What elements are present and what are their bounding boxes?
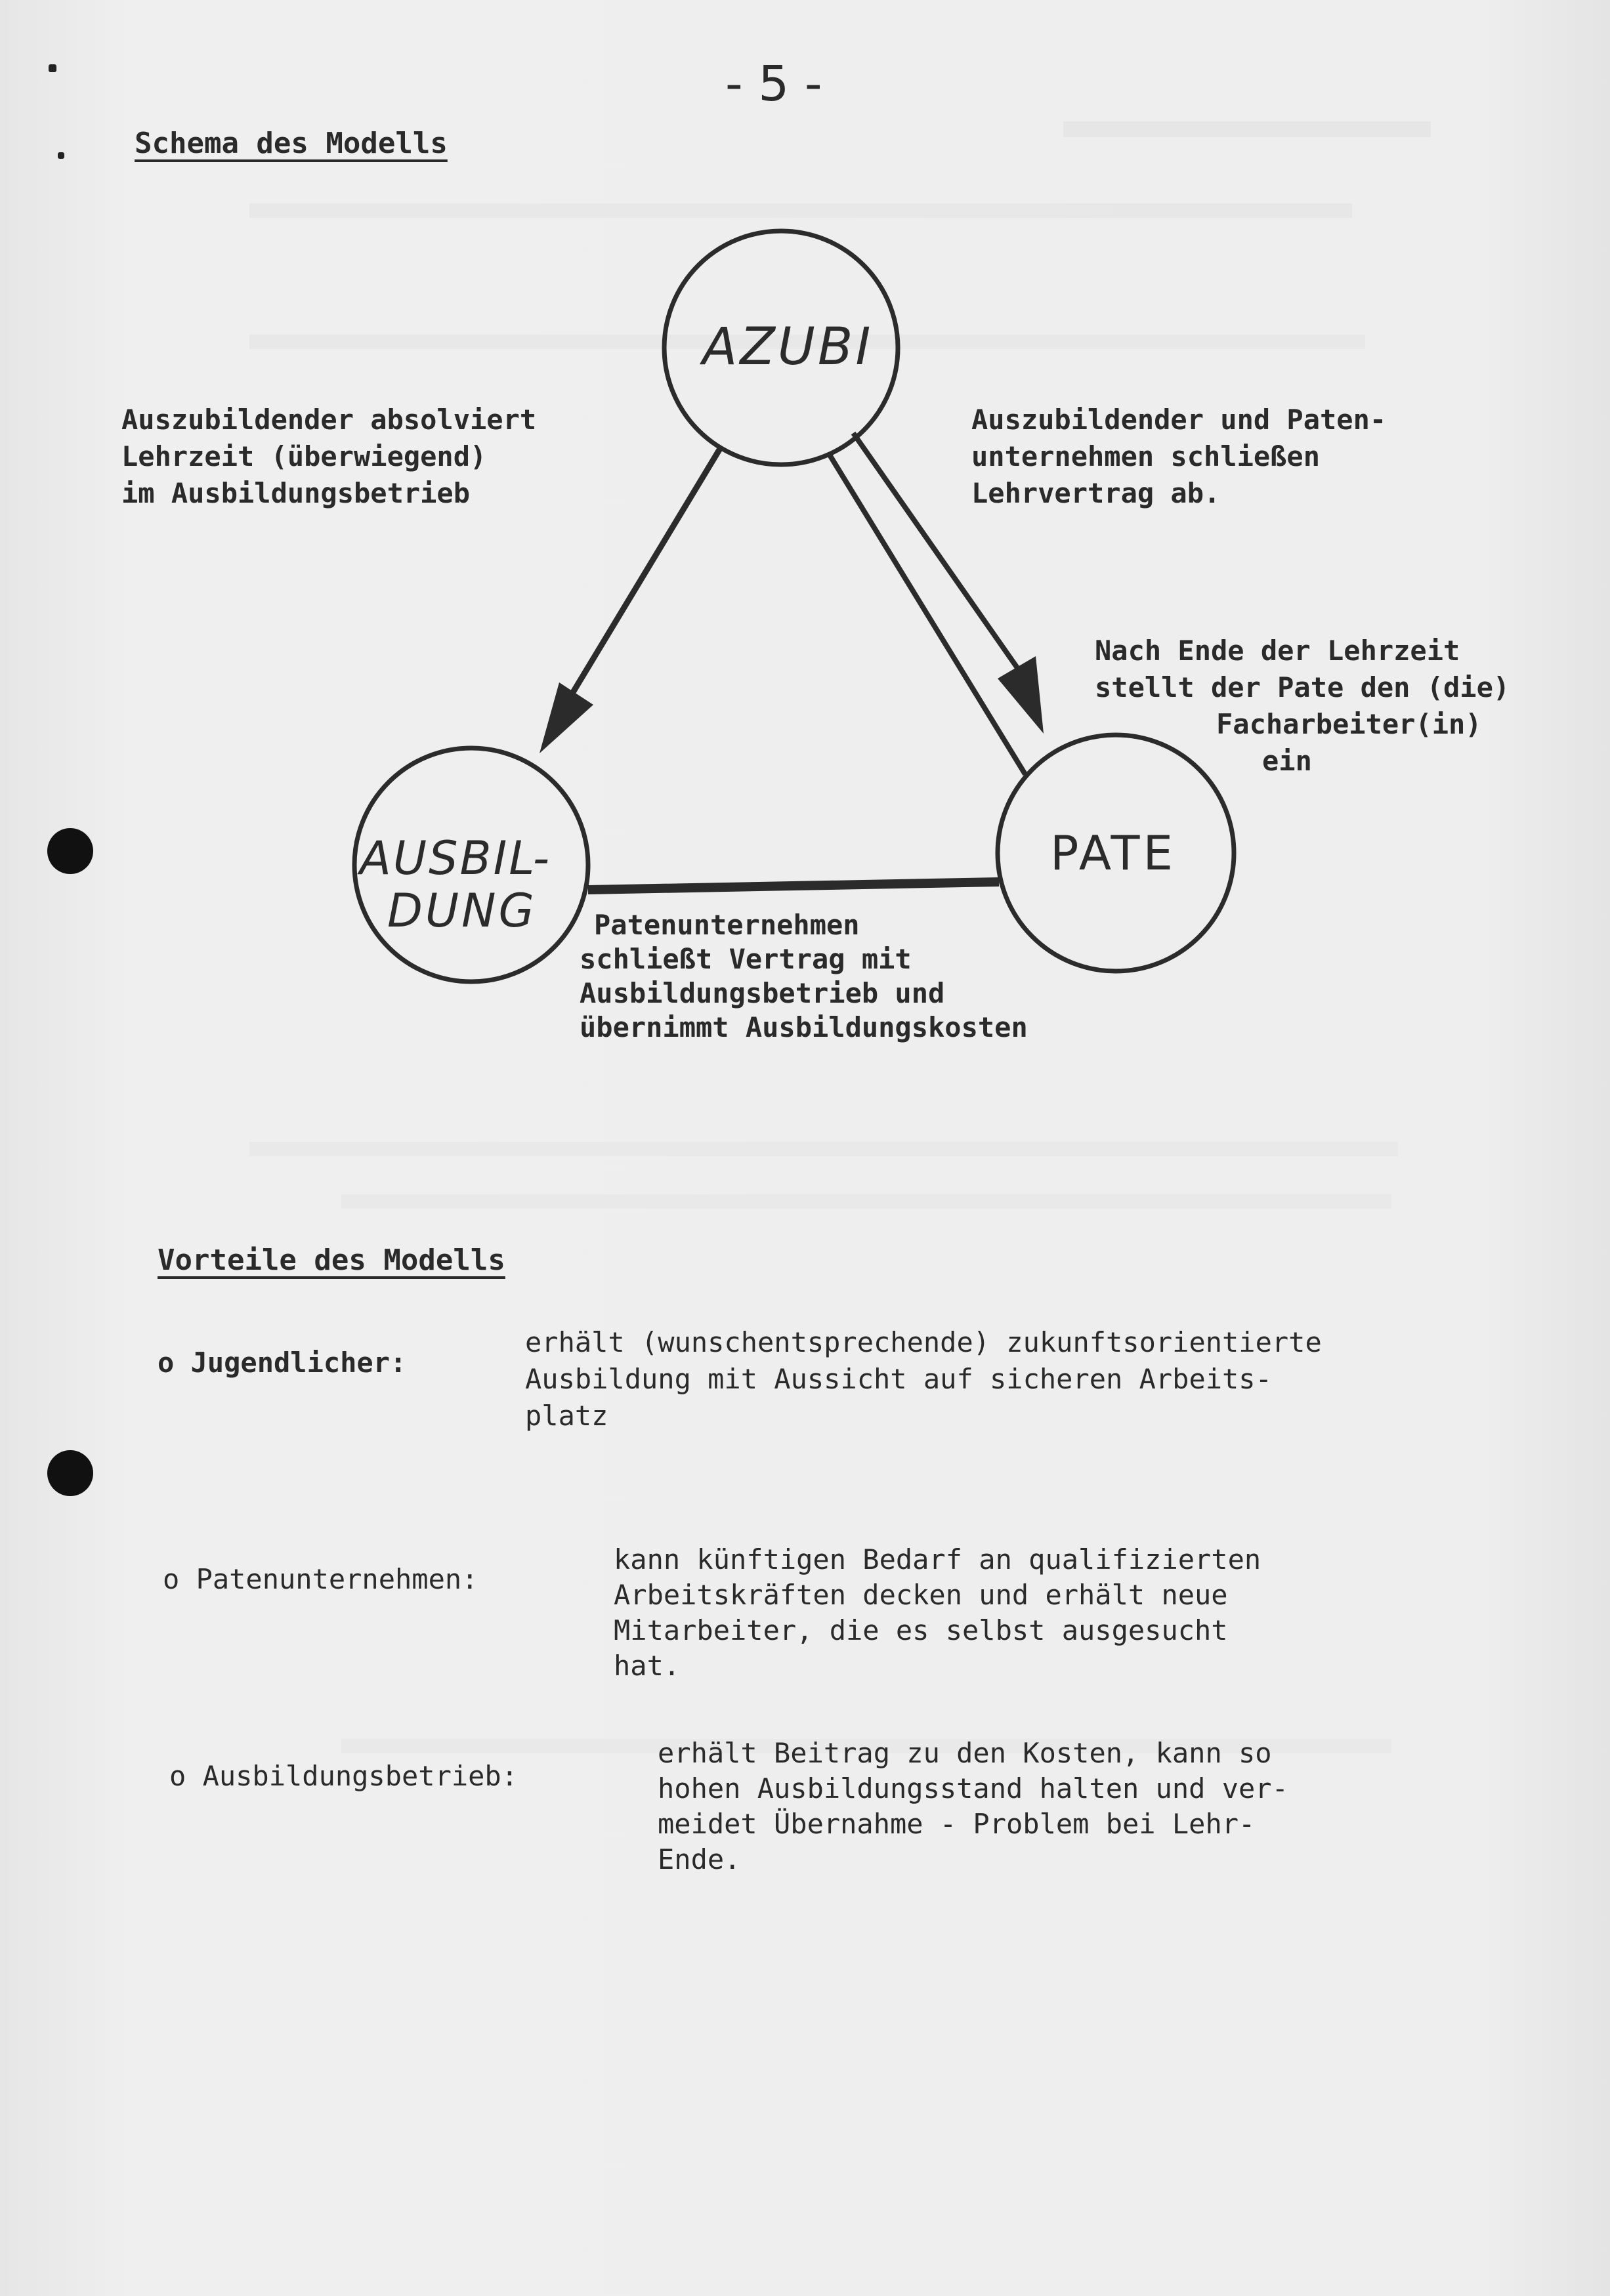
annotation-right: [971, 402, 1386, 512]
annotation-right-lower-line: Nach Ende der Lehrzeit: [1095, 635, 1460, 667]
annotation-left: [121, 402, 536, 512]
schema-heading: Schema des Modells: [135, 127, 448, 160]
advantages-heading: Vorteile des Modells: [158, 1243, 505, 1277]
ausbildung-label-line2: DUNG: [387, 884, 537, 938]
annotation-bottom-line: Patenunternehmen: [594, 909, 860, 941]
ausbildung-label-line1: AUSBIL-: [360, 831, 552, 885]
advantage-line: kann künftigen Bedarf an qualifizierten: [614, 1543, 1261, 1576]
advantage-label-patenunternehmen: o Patenunternehmen:: [163, 1563, 478, 1595]
advantage-label-ausbildungsbetrieb: o Ausbildungsbetrieb:: [169, 1760, 519, 1792]
annotation-right-line: unternehmen schließen: [971, 440, 1321, 472]
advantage-line: Ausbildung mit Aussicht auf sicheren Arbeits-: [525, 1363, 1272, 1395]
azubi-label: AZUBI: [702, 318, 874, 377]
pate-label: PATE: [1050, 825, 1176, 881]
annotation-right-line: Auszubildender und Paten-: [971, 404, 1387, 436]
annotation-left-line: Auszubildender absolviert: [121, 404, 537, 436]
annotation-bottom-line: Ausbildungsbetrieb und: [580, 977, 945, 1009]
annotation-bottom-line: übernimmt Ausbildungskosten: [580, 1011, 1028, 1043]
advantage-line: erhält Beitrag zu den Kosten, kann so: [658, 1737, 1272, 1769]
annotation-bottom: [580, 908, 1028, 1045]
advantage-label-jugendlicher: o Jugendlicher:: [158, 1346, 407, 1379]
annotation-right-line: Lehrvertrag ab.: [971, 477, 1221, 509]
advantage-text-jugendlicher: [525, 1324, 1322, 1434]
advantage-line: erhält (wunschentsprechende) zukunftsorientierte: [525, 1326, 1322, 1358]
page-number: - 5 -: [725, 56, 822, 112]
annotation-right-lower-line: ein: [1262, 745, 1312, 777]
arrowhead-ausbildung: [540, 682, 593, 753]
arrow-azubi-ausbildung: [571, 448, 721, 696]
advantage-line: meidet Übernahme - Problem bei Lehr-: [658, 1808, 1256, 1840]
advantage-text-patenunternehmen: [614, 1542, 1261, 1684]
advantage-line: Mitarbeiter, die es selbst ausgesucht: [614, 1614, 1228, 1646]
line-ausbildung-pate: [588, 882, 999, 890]
advantage-line: Ende.: [658, 1843, 741, 1875]
annotation-left-line: Lehrzeit (überwiegend): [121, 440, 487, 472]
punch-hole: [47, 1450, 93, 1496]
advantage-text-ausbildungsbetrieb: [658, 1736, 1288, 1877]
advantage-line: hohen Ausbildungsstand halten und ver-: [658, 1772, 1288, 1805]
annotation-right-lower-line: Facharbeiter(in): [1216, 708, 1482, 740]
annotation-right-lower: [1095, 633, 1510, 780]
annotation-left-line: im Ausbildungsbetrieb: [121, 477, 471, 509]
advantage-line: platz: [525, 1400, 608, 1432]
arrowhead-pate: [998, 656, 1044, 734]
advantage-line: hat.: [614, 1650, 681, 1682]
advantage-line: Arbeitskräften decken und erhält neue: [614, 1579, 1228, 1611]
annotation-bottom-line: schließt Vertrag mit: [580, 943, 912, 975]
annotation-right-lower-line: stellt der Pate den (die): [1095, 671, 1510, 703]
